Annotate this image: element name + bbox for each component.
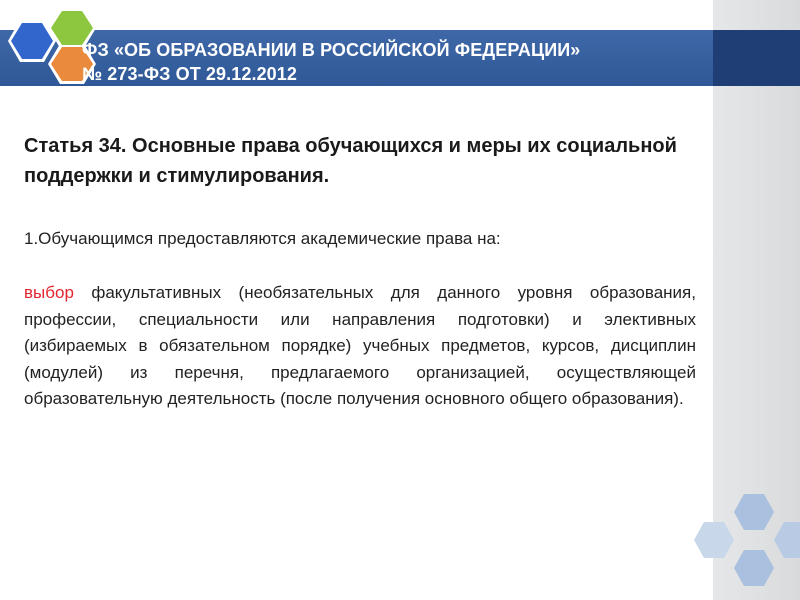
- article-heading: Статья 34. Основные права обучающихся и меры их социальной поддержки и стимулирования.: [24, 135, 677, 187]
- highlight-word: выбор: [24, 283, 74, 302]
- header-bar-accent: [713, 30, 800, 86]
- header-title-line2: № 273-ФЗ ОТ 29.12.2012: [82, 64, 298, 84]
- body-text: факультативных (необязательных для данного уровня образования, профессии, специальности или направления подготовки) и элективных (избираемых в обязательном порядке) учебных предметов, курсов, дисциплин (модулей) из перечня, предлагаемого организацией, осуществляющей образовательную деятельность (после получения основного общего образования).: [24, 283, 696, 408]
- article-lead: 1.Обучающимся предоставляются академические права на:: [24, 229, 501, 248]
- header-title-line1: ФЗ «ОБ ОБРАЗОВАНИИ В РОССИЙСКОЙ ФЕДЕРАЦИИ»: [82, 40, 581, 60]
- article-body: [24, 280, 696, 413]
- hexagon-pattern-decoration-icon: [660, 480, 800, 600]
